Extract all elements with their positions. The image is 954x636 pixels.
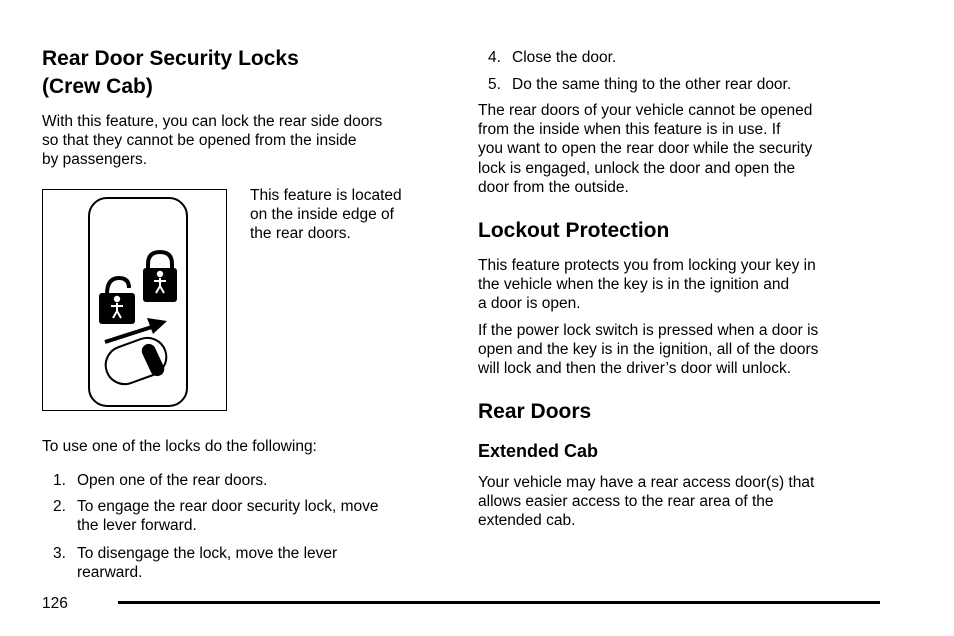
step-line: the lever forward.: [77, 517, 197, 535]
intro-line: With this feature, you can lock the rear side doors: [42, 113, 383, 130]
caption-line: the rear doors.: [250, 225, 351, 243]
step-number: 5.: [488, 76, 501, 93]
step-text: [77, 544, 337, 582]
paragraph-line: allows easier access to the rear area of the: [478, 493, 774, 511]
steps-lead: To use one of the locks do the following:: [42, 438, 317, 455]
intro-line: by passengers.: [42, 151, 148, 169]
step-text: Do the same thing to the other rear door.: [512, 76, 792, 93]
list-item: [488, 75, 888, 95]
figure-caption: [250, 186, 402, 244]
lockout-protection-heading: Lockout Protection: [478, 219, 670, 242]
rear-doors-heading: Rear Doors: [478, 400, 592, 423]
caption-line: This feature is located: [250, 187, 402, 204]
step-line: To engage the rear door security lock, move: [77, 498, 379, 515]
paragraph-line: Your vehicle may have a rear access door(s) that: [478, 474, 815, 491]
paragraph-line: The rear doors of your vehicle cannot be opened: [478, 102, 813, 119]
caption-line: on the inside edge of: [250, 206, 394, 224]
step-number: 3.: [53, 545, 66, 562]
paragraph-line: from the inside when this feature is in use. If: [478, 121, 781, 139]
step-line: rearward.: [77, 564, 143, 582]
rear-doors-paragraph: [478, 101, 812, 197]
section-title-line1: Rear Door Security Locks: [42, 47, 299, 70]
paragraph-line: a door is open.: [478, 295, 581, 313]
paragraph-line: door from the outside.: [478, 178, 629, 196]
intro-line: so that they cannot be opened from the inside: [42, 132, 357, 150]
footer-rule: [118, 601, 880, 604]
step-number: 2.: [53, 498, 66, 515]
extended-cab-heading: Extended Cab: [478, 441, 599, 461]
step-number: 4.: [488, 49, 501, 66]
step-text: [77, 497, 379, 535]
step-number: 1.: [53, 472, 66, 489]
intro-paragraph: [42, 112, 382, 170]
step-line: To disengage the lock, move the lever: [77, 545, 338, 562]
paragraph-line: lock is engaged, unlock the door and open the: [478, 159, 796, 177]
section-title: [42, 45, 299, 101]
child-lock-figure: [42, 189, 227, 411]
child-lock-lever-illustration: [43, 190, 225, 409]
paragraph-line: will lock and then the driver’s door will unlock.: [478, 360, 792, 378]
paragraph-line: This feature protects you from locking your key in: [478, 257, 816, 274]
step-text: Open one of the rear doors.: [77, 472, 268, 489]
locked-child-icon: [143, 252, 177, 302]
section-title-line2: (Crew Cab): [42, 75, 153, 98]
page-number: 126: [42, 595, 68, 612]
list-item: [53, 471, 453, 491]
unlocked-child-icon: [99, 278, 135, 324]
step-text: Close the door.: [512, 49, 617, 66]
lockout-paragraph-1: [478, 256, 816, 314]
list-item: [488, 48, 888, 68]
paragraph-line: the vehicle when the key is in the ignition and: [478, 276, 790, 294]
paragraph-line: extended cab.: [478, 512, 576, 530]
list-item: [53, 497, 453, 537]
paragraph-line: If the power lock switch is pressed when a door is: [478, 322, 819, 339]
paragraph-line: open and the key is in the ignition, all of the doors: [478, 341, 819, 359]
paragraph-line: you want to open the rear door while the security: [478, 140, 813, 158]
list-item: [53, 544, 453, 584]
lockout-paragraph-2: [478, 321, 818, 379]
extended-cab-paragraph: [478, 473, 814, 531]
